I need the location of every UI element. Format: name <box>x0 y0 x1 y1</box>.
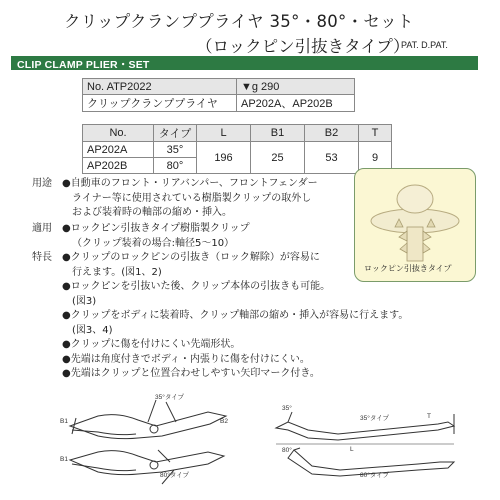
angle35-label: 35° <box>282 405 292 412</box>
type35-label: 35°タイプ <box>155 394 185 401</box>
feature-line: ●ロックピンを引抜いた後、クリップ本体の引抜きも可能。 <box>62 281 331 292</box>
angle80-label: 80° <box>282 447 292 454</box>
feature-line: ●先端はクリップと位置合わせしやすい矢印マーク付き。 <box>62 368 320 379</box>
row-type: 35° <box>154 142 197 158</box>
table-header-row <box>83 125 392 142</box>
table-row <box>83 142 392 158</box>
header-l: L <box>197 125 251 142</box>
table-row <box>83 95 355 112</box>
feature-line: (図3、4) <box>72 324 113 336</box>
use-line: ライナー等に使用されている樹脂製クリップの取外し <box>72 192 312 204</box>
feature-line: ●先端は角度付きでボディ・内張りに傷を付けにくい。 <box>62 353 310 365</box>
b2-label: B2 <box>220 418 228 425</box>
feature-line: (図3) <box>72 295 97 307</box>
patent-note: PAT. D.PAT. <box>401 40 448 50</box>
header-t: T <box>359 125 392 142</box>
band-title: CLIP CLAMP PLIER・SET <box>17 59 150 71</box>
header-b2: B2 <box>305 125 359 142</box>
feature-line: ●クリップをボディに装着時、クリップ軸部の縮め・挿入が容易に行えます。 <box>62 310 409 321</box>
set-items: AP202A、AP202B <box>237 95 355 112</box>
feature-line: ●クリップのロックピンの引抜き（ロック解除）が容易に <box>62 252 320 263</box>
table-row <box>83 79 355 95</box>
use-line: および装着時の軸部の縮め・挿入。 <box>72 207 232 218</box>
apply-line: ●ロックピン引抜きタイプ樹脂製クリップ <box>62 223 250 234</box>
photo-label: ロックピン引抜きタイプ <box>364 264 452 273</box>
cell-b2: 53 <box>305 142 359 174</box>
set-number: No. ATP2022 <box>83 79 237 95</box>
cell-b1: 25 <box>251 142 305 174</box>
feature-line: ●クリップに傷を付けにくい先端形状。 <box>62 339 241 350</box>
side-type80-label: 80°タイプ <box>360 472 390 479</box>
set-table <box>82 78 355 112</box>
set-weight: ▼g 290 <box>237 79 355 95</box>
header-no: No. <box>83 125 154 142</box>
side-type35-label: 35°タイプ <box>360 415 390 422</box>
plier-top-view-icon <box>58 392 258 492</box>
row-no: AP202A <box>83 142 154 158</box>
b1-label: B1 <box>60 418 68 425</box>
apply-line: （クリップ装着の場合:軸径5〜10） <box>72 237 235 249</box>
row-type: 80° <box>154 158 197 174</box>
header-b1: B1 <box>251 125 305 142</box>
title-line1: クリップクランププライヤ 35°・80°・セット <box>64 12 414 31</box>
t-label: T <box>427 413 431 420</box>
set-item-name: クリップクランププライヤ <box>83 95 237 112</box>
header-type: タイプ <box>154 125 197 142</box>
feature-label: 特長 <box>32 252 52 263</box>
type80-label: 80°タイプ <box>160 472 190 479</box>
use-label: 用途 <box>32 178 52 189</box>
apply-label: 適用 <box>32 223 52 234</box>
l-label: L <box>350 446 354 453</box>
b1-label: B1 <box>60 456 68 463</box>
feature-line: 行えます。(図1、2) <box>72 266 162 278</box>
spec-table <box>82 124 392 174</box>
use-line: ●自動車のフロント・リアバンパー、フロントフェンダー <box>62 178 318 189</box>
title-line2: （ロックピン引抜きタイプ） <box>196 37 410 56</box>
cell-t: 9 <box>359 142 392 174</box>
cell-l: 196 <box>197 142 251 174</box>
row-no: AP202B <box>83 158 154 174</box>
